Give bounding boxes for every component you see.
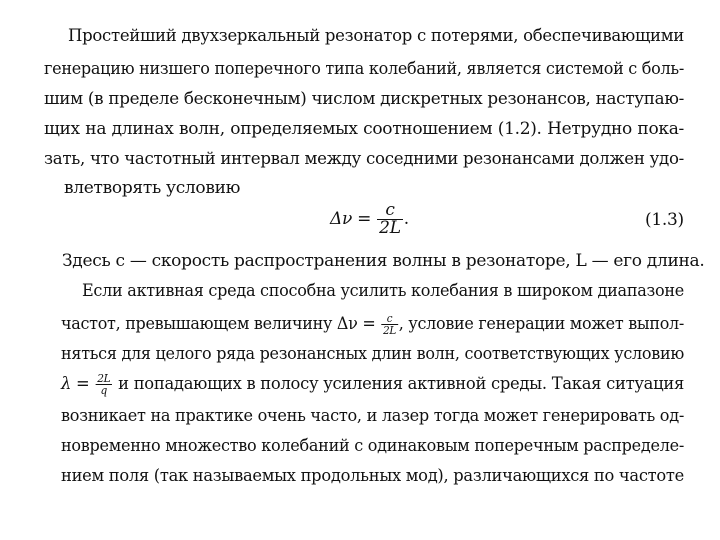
text-line [0, 117, 720, 141]
text-line [0, 87, 720, 111]
equation [330, 196, 409, 242]
equation-period: . [403, 209, 409, 229]
text: щих на длинах волн, определяемых соотношением (1.2). Нетрудно пока- [44, 119, 684, 139]
denominator: 2L [383, 324, 396, 337]
inline-fraction [381, 313, 398, 336]
fraction [377, 202, 403, 237]
text-line [0, 370, 720, 398]
text-with-inline-fraction [61, 310, 684, 338]
text: нием поля (так называемых продольных мод), различающихся по частоте [61, 466, 684, 486]
text: Здесь c — скорость распространения волны в резонаторе, L — его длина. [62, 251, 705, 271]
text-with-inline-fraction [61, 370, 684, 398]
equation-lhs: Δν = [330, 209, 372, 229]
inline-fraction [95, 373, 112, 396]
text: генерацию низшего поперечного типа колебаний, является системой с боль- [44, 59, 684, 79]
text-line [0, 310, 720, 338]
denominator: 2L [379, 218, 401, 238]
numerator: c [385, 200, 395, 220]
text: влетворять условию [64, 178, 241, 198]
text: и попадающих в полосу усиления активной среды. Такая ситуация [118, 374, 685, 394]
text-line [0, 464, 720, 488]
numerator: c [386, 312, 393, 325]
text: , условие генерации может выпол- [398, 314, 684, 334]
text: няться для целого ряда резонансных длин волн, соответствующих условию [61, 344, 684, 364]
text-line [0, 404, 720, 428]
text-line [0, 342, 720, 366]
equation-number: (1.3) [645, 210, 684, 230]
text-line [0, 57, 720, 81]
text-line [0, 147, 720, 171]
text: Если активная среда способна усилить колебания в широком диапазоне [82, 281, 684, 301]
text: Простейший двухзеркальный резонатор с потерями, обеспечивающими [68, 26, 684, 46]
denominator: q [95, 384, 112, 396]
text: зать, что частотный интервал между соседними резонансами должен удо- [44, 149, 684, 169]
text-line [0, 434, 720, 458]
text: возникает на практике очень часто, и лазер тогда может генерировать од- [61, 406, 684, 426]
text-line [0, 24, 720, 48]
text-line [0, 279, 720, 303]
text: λ = [61, 374, 90, 394]
text: частот, превышающем величину Δν = [61, 314, 376, 334]
text-line [0, 249, 720, 273]
numerator: 2L [97, 372, 111, 385]
text: шим (в пределе бесконечным) числом дискретных резонансов, наступаю- [44, 89, 684, 109]
text: новременно множество колебаний с одинаковым поперечным распределе- [61, 436, 684, 456]
